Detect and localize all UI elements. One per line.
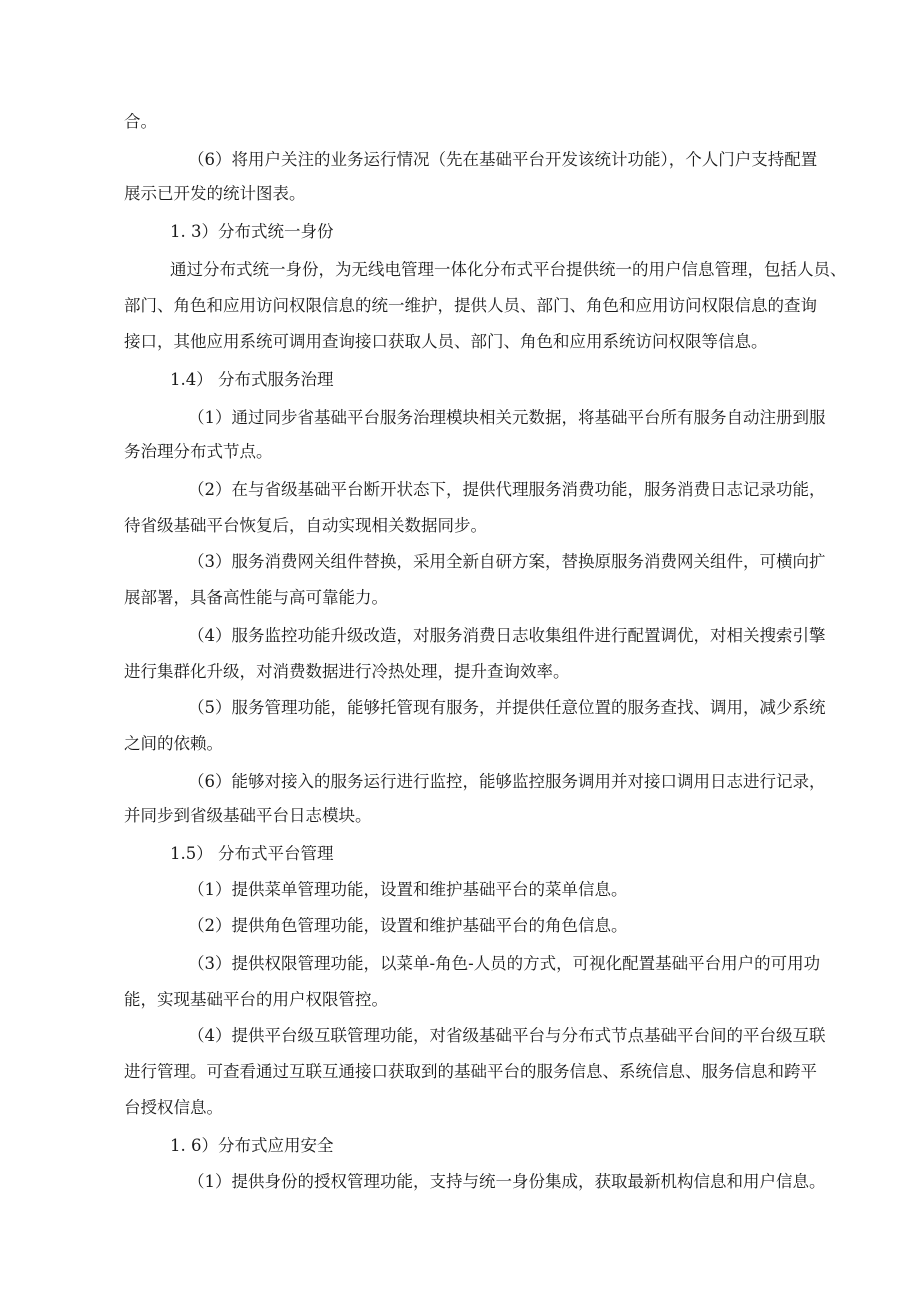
paragraph-line: （1）提供菜单管理功能，设置和维护基础平台的菜单信息。 xyxy=(188,880,628,899)
section-heading: 1. 3）分布式统一身份 xyxy=(170,222,334,241)
paragraph-line: （3）服务消费网关组件替换，采用全新自研方案，替换原服务消费网关组件，可横向扩 xyxy=(188,552,826,571)
paragraph-line: （2）提供角色管理功能，设置和维护基础平台的角色信息。 xyxy=(188,916,628,935)
paragraph-line: 能，实现基础平台的用户权限管控。 xyxy=(124,990,388,1009)
paragraph-line: 展示已开发的统计图表。 xyxy=(124,184,306,203)
paragraph-line: （3）提供权限管理功能，以菜单-角色-人员的方式，可视化配置基础平台用户的可用功 xyxy=(188,954,821,973)
paragraph-line: 进行管理。可查看通过互联互通接口获取到的基础平台的服务信息、系统信息、服务信息和跨平 xyxy=(124,1062,817,1081)
paragraph-line: （6）能够对接入的服务运行进行监控，能够监控服务调用并对接口调用日志进行记录， xyxy=(188,772,826,791)
paragraph-line: 进行集群化升级，对消费数据进行冷热处理，提升查询效率。 xyxy=(124,662,570,681)
paragraph-line: （4）服务监控功能升级改造，对服务消费日志收集组件进行配置调优，对相关搜索引擎 xyxy=(188,626,826,645)
paragraph-line: （1）提供身份的授权管理功能，支持与统一身份集成，获取最新机构信息和用户信息。 xyxy=(188,1172,826,1191)
section-heading: 1. 6）分布式应用安全 xyxy=(170,1136,334,1155)
paragraph-line: 合。 xyxy=(124,112,157,131)
paragraph-line: （5）服务管理功能，能够托管现有服务，并提供任意位置的服务查找、调用，减少系统 xyxy=(188,698,826,717)
paragraph-line: （4）提供平台级互联管理功能，对省级基础平台与分布式节点基础平台间的平台级互联 xyxy=(188,1026,826,1045)
section-heading: 1.4） 分布式服务治理 xyxy=(170,370,334,389)
paragraph-line: 务治理分布式节点。 xyxy=(124,442,273,461)
paragraph-line: 接口，其他应用系统可调用查询接口获取人员、部门、角色和应用系统访问权限等信息。 xyxy=(124,332,768,351)
paragraph-line: 通过分布式统一身份，为无线电管理一体化分布式平台提供统一的用户信息管理，包括人员、 xyxy=(170,260,847,279)
paragraph-line: 并同步到省级基础平台日志模块。 xyxy=(124,806,372,825)
paragraph-line: （2）在与省级基础平台断开状态下，提供代理服务消费功能，服务消费日志记录功能， xyxy=(188,480,826,499)
paragraph-line: 部门、角色和应用访问权限信息的统一维护，提供人员、部门、角色和应用访问权限信息的查询 xyxy=(124,296,817,315)
paragraph-line: （6）将用户关注的业务运行情况（先在基础平台开发该统计功能），个人门户支持配置 xyxy=(188,150,818,169)
paragraph-line: 之间的依赖。 xyxy=(124,734,223,753)
paragraph-line: 台授权信息。 xyxy=(124,1098,223,1117)
section-heading: 1.5） 分布式平台管理 xyxy=(170,844,334,863)
paragraph-line: （1）通过同步省基础平台服务治理模块相关元数据，将基础平台所有服务自动注册到服 xyxy=(188,408,826,427)
paragraph-line: 待省级基础平台恢复后，自动实现相关数据同步。 xyxy=(124,516,487,535)
paragraph-line: 展部署，具备高性能与高可靠能力。 xyxy=(124,588,388,607)
